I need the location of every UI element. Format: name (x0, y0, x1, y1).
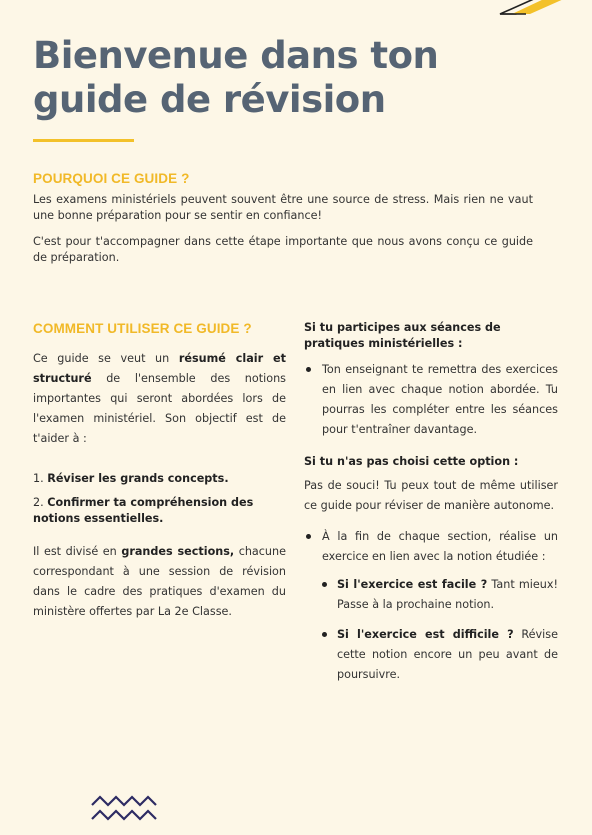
how-section (33, 321, 286, 622)
outcome-list (322, 575, 558, 685)
how-intro-bold: résumé clair et structuré (33, 352, 286, 385)
non-participants-paragraph: Pas de souci! Tu peux tout de même utiliser ce guide pour réviser de manière autonome. (304, 479, 558, 512)
sections-bold: grandes sections, (121, 545, 235, 558)
step-1-text: Réviser les grands concepts. (47, 472, 229, 485)
sections-text: Il est divisé en (33, 545, 122, 558)
zigzag-icon (90, 795, 162, 825)
participants-heading: Si tu participes aux séances de pratiques ministérielles : (304, 321, 501, 350)
non-participants-heading: Si tu n'as pas choisi cette option : (304, 455, 519, 468)
step-1 (33, 471, 286, 487)
how-intro-text-end: de l'ensemble des notions importantes qui seront abordées lors de l'examen ministériel. Son objectif est de t'aider à : (33, 372, 286, 445)
autonomous-bullet-text: À la fin de chaque section, réalise un exercice en lien avec la notion étudiée : (322, 530, 558, 563)
title-underline (33, 139, 134, 142)
steps-list (33, 471, 286, 527)
step-2 (33, 495, 286, 527)
participants-bullet: Ton enseignant te remettra des exercices en lien avec chaque notion abordée. Tu pourras les compléter entre les séances pour t'entraîner davantage. (304, 360, 558, 440)
participants-list (304, 360, 558, 440)
outcome-easy-bold: Si l'exercice est facile ? (337, 578, 488, 591)
outcome-difficult (322, 625, 558, 685)
outcome-easy-text: Tant mieux! Passe à la prochaine notion. (337, 578, 558, 611)
outcome-easy (322, 575, 558, 615)
how-heading: COMMENT UTILISER CE GUIDE ? (33, 321, 252, 336)
outcome-difficult-text: Révise cette notion encore un peu avant de poursuivre. (337, 628, 558, 681)
step-2-text: Confirmer ta compréhension des notions essentielles. (33, 496, 254, 525)
options-section (304, 320, 558, 695)
sections-paragraph (33, 542, 286, 622)
why-section (33, 171, 533, 266)
how-intro (33, 349, 286, 449)
why-heading: POURQUOI CE GUIDE ? (33, 171, 190, 186)
outcome-difficult-bold: Si l'exercice est difficile ? (337, 628, 514, 641)
page-title (33, 34, 453, 122)
title-line-2: guide de révision (33, 78, 386, 121)
title-line-1: Bienvenue dans ton (33, 34, 439, 77)
autonomous-bullet (304, 527, 558, 685)
why-paragraph-2: C'est pour t'accompagner dans cette étape importante que nous avons conçu ce guide de préparation. (33, 235, 533, 264)
step-1-number: 1. (33, 472, 48, 485)
how-intro-text: Ce guide se veut un (33, 352, 179, 365)
why-paragraph-1: Les examens ministériels peuvent souvent être une source de stress. Mais rien ne vaut une bonne préparation pour se sentir en confiance! (33, 193, 533, 222)
step-2-number: 2. (33, 496, 48, 509)
triangle-stripes-icon (496, 0, 566, 18)
sections-text-end: chacune correspondant à une session de révision dans le cadre des pratiques d'examen du ministère offertes par La 2e Classe. (33, 545, 287, 618)
autonomous-list (304, 527, 558, 685)
